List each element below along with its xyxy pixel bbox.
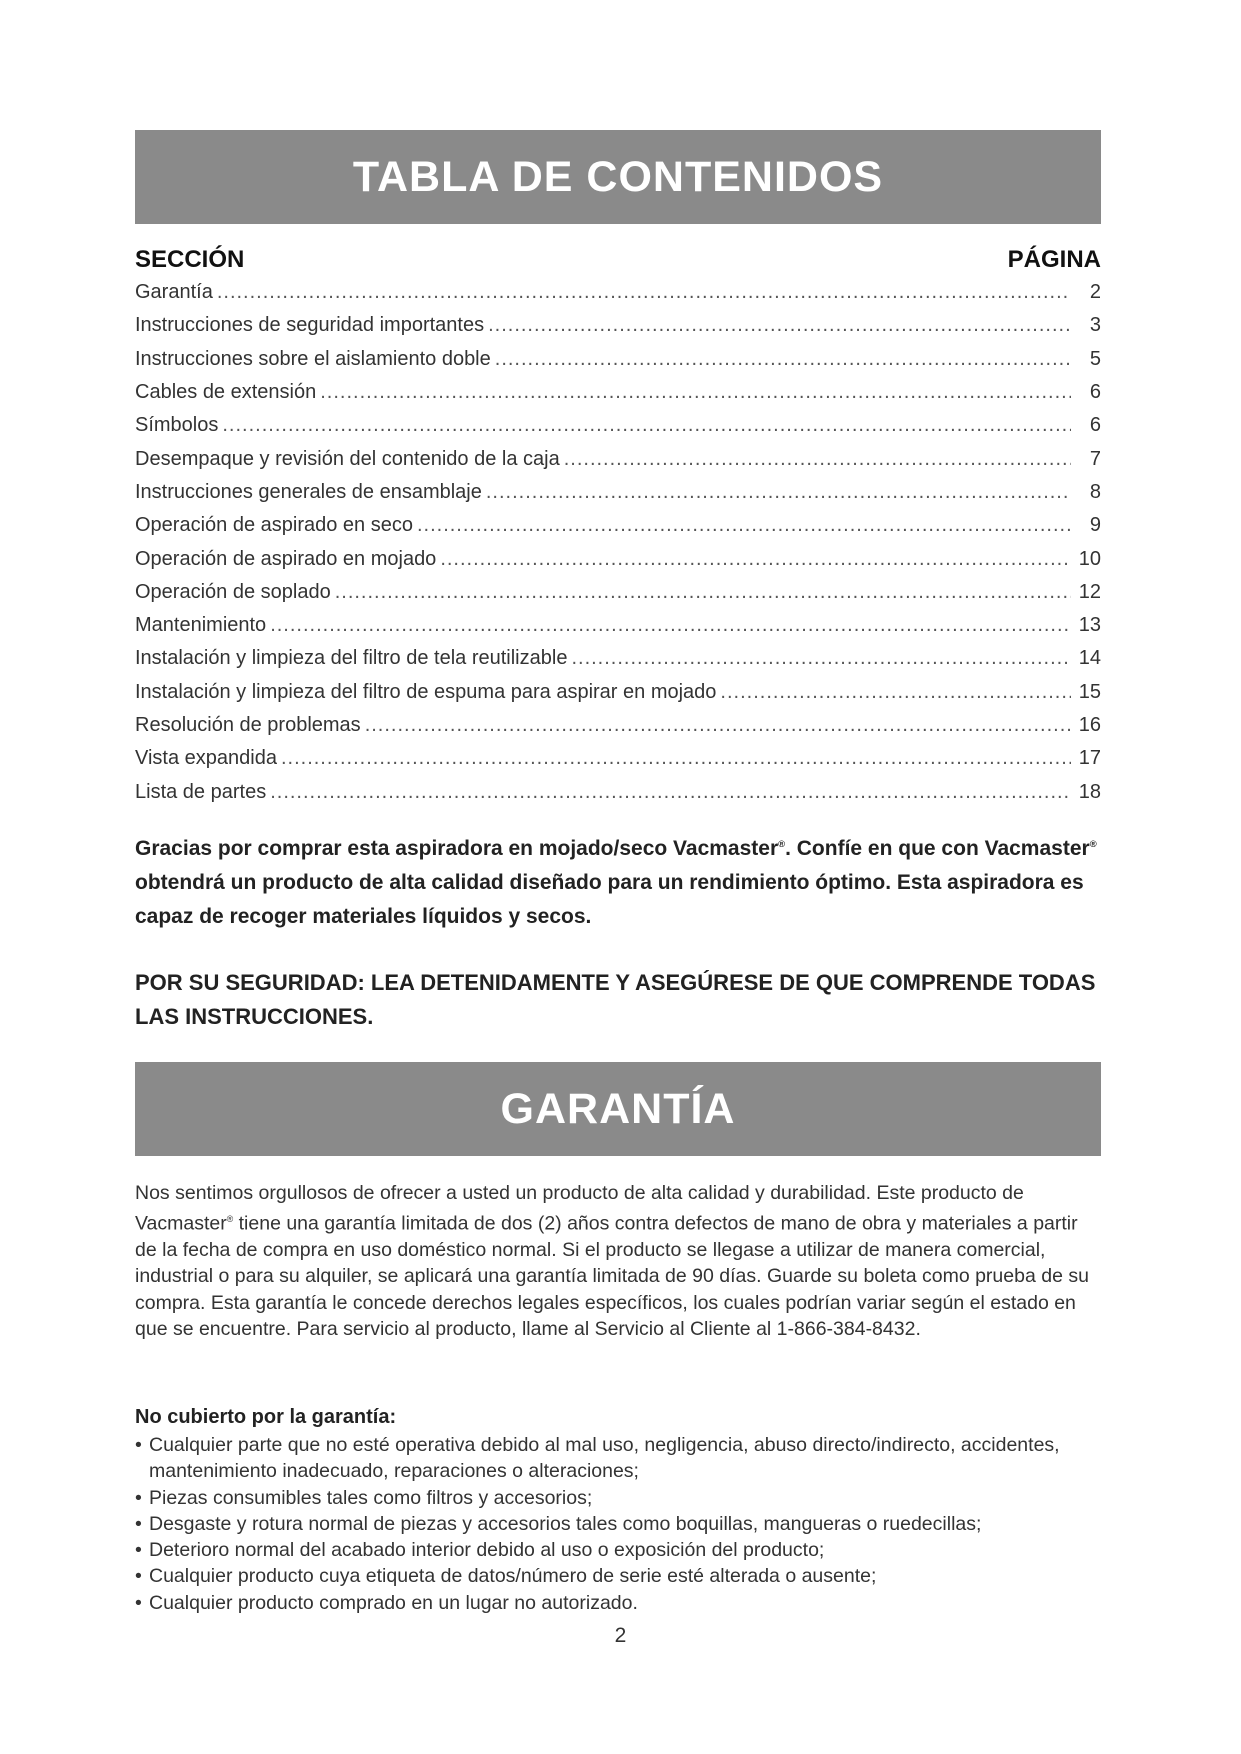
- list-item: • Desgaste y rotura normal de piezas y accesorios tales como boquillas, mangueras o ruedecillas;: [135, 1511, 1115, 1537]
- page-number: 2: [614, 1624, 627, 1647]
- list-item: • Deterioro normal del acabado interior debido al uso o exposición del producto;: [135, 1537, 1115, 1563]
- toc-entry-title: Resolución de problemas: [135, 714, 361, 736]
- toc-entry-page: 6: [1089, 381, 1101, 404]
- warranty-paragraph: Nos sentimos orgullosos de ofrecer a usted un producto de alta calidad y durabilidad. Este producto de Vacmaster® tiene una garantía limitada de dos (2) años contra defectos de mano de obra y materiales a partir de la fecha de compra en uso doméstico normal. Si el producto se llegase a utilizar de manera comercial, industrial o para su alquiler, se aplicará una garantía limitada de 90 días. Guarde su boleta como prueba de su compra. Esta garantía le concede derechos legales específicos, los cuales podrían variar según el estado en que se encuentre. Para servicio al producto, llame al Servicio al Cliente al 1-866-384-8432.: [135, 1182, 1089, 1340]
- toc-entry-page: 13: [1078, 614, 1101, 637]
- warranty-title: GARANTÍA: [500, 1084, 736, 1133]
- intro-paragraph: Gracias por comprar esta aspiradora en mojado/seco Vacmaster®. Confíe en que con Vacmaster® obtendrá un producto de alta calidad diseñado para un rendimiento óptimo. Esta aspiradora es capaz de recoger materiales líquidos y secos.: [135, 837, 1097, 928]
- list-item: • Piezas consumibles tales como filtros y accesorios;: [135, 1485, 1115, 1511]
- toc-entry-title: Desempaque y revisión del contenido de la caja: [135, 447, 560, 470]
- toc-entry-title: Cables de extensión: [135, 381, 317, 404]
- not-covered-title: No cubierto por la garantía:: [135, 1406, 397, 1428]
- safety-notice: POR SU SEGURIDAD: LEA DETENIDAMENTE Y ASEGÚRESE DE QUE COMPRENDE TODAS LAS INSTRUCCIONES.: [135, 970, 1096, 1029]
- toc-entry-page: 3: [1089, 314, 1101, 337]
- toc-banner: [135, 130, 1101, 224]
- toc-entry: [135, 709, 1101, 742]
- toc-entry: [135, 775, 1101, 808]
- toc-entry-title: Garantía: [135, 281, 213, 304]
- registered-mark: ®: [778, 839, 786, 850]
- toc-entry: [135, 509, 1101, 542]
- toc-entry-title: Instalación y limpieza del filtro de tela reutilizable: [135, 647, 568, 670]
- toc-entry-page: 7: [1089, 447, 1101, 470]
- toc-entry-title: Mantenimiento: [135, 614, 267, 637]
- toc-entry-page: 5: [1089, 347, 1101, 370]
- toc-entry-page: 15: [1078, 680, 1101, 703]
- toc-entry-page: 12: [1078, 580, 1101, 603]
- toc-title: TABLA DE CONTENIDOS: [352, 152, 884, 201]
- toc-entry: [135, 476, 1101, 509]
- toc-header-row: [135, 246, 1101, 276]
- toc-entry-title: Instrucciones de seguridad importantes: [135, 314, 485, 337]
- list-item: • Cualquier producto cuya etiqueta de datos/número de serie esté alterada o ausente;: [135, 1563, 1115, 1589]
- toc-entry-title: Símbolos: [135, 414, 219, 437]
- list-item: • Cualquier parte que no esté operativa debido al mal uso, negligencia, abuso directo/indirecto, accidentes, mantenimiento inadecuado, reparaciones o alteraciones;: [135, 1432, 1115, 1485]
- toc-entry-title: Instrucciones sobre el aislamiento doble: [135, 347, 491, 370]
- toc-entry-title: Operación de aspirado en seco: [135, 514, 413, 537]
- section-column-header: SECCIÓN: [135, 246, 245, 273]
- toc-entry-title: Instalación y limpieza del filtro de espuma para aspirar en mojado: [135, 680, 717, 703]
- toc-entry-page: 16: [1078, 714, 1101, 736]
- toc-entry: [135, 742, 1101, 775]
- toc-entry-page: 17: [1078, 747, 1101, 770]
- toc-entry: [135, 676, 1101, 709]
- registered-mark: ®: [226, 1214, 234, 1225]
- toc-entry: [135, 542, 1101, 575]
- toc-entry-page: 18: [1078, 780, 1101, 803]
- toc-entry-title: Operación de aspirado en mojado: [135, 547, 437, 570]
- toc-entry: [135, 442, 1101, 475]
- toc-entry-title: Vista expandida: [135, 747, 277, 770]
- toc-entry: [135, 609, 1101, 642]
- toc-entry: [135, 309, 1101, 342]
- toc-entry-title: Instrucciones generales de ensamblaje: [135, 480, 482, 503]
- toc-entry: [135, 642, 1101, 675]
- not-covered-list: [135, 1432, 1115, 1616]
- toc-entry: [135, 409, 1101, 442]
- toc-entry: [135, 376, 1101, 409]
- toc-entry-title: Lista de partes: [135, 780, 267, 803]
- page-column-header: PÁGINA: [1007, 246, 1101, 273]
- toc-entry-page: 6: [1089, 414, 1101, 437]
- toc-entry-page: 14: [1078, 647, 1101, 670]
- registered-mark: ®: [1089, 839, 1097, 850]
- toc-entry: [135, 343, 1101, 376]
- list-item: • Cualquier producto comprado en un lugar no autorizado.: [135, 1590, 1115, 1616]
- warranty-banner: [135, 1062, 1101, 1156]
- toc-entry-title: Operación de soplado: [135, 580, 331, 603]
- toc-entry: [135, 576, 1101, 609]
- toc-entry-page: 2: [1089, 281, 1101, 304]
- toc-entry: [135, 276, 1101, 309]
- toc-list: [135, 276, 1101, 809]
- toc-entry-page: 8: [1089, 480, 1101, 503]
- toc-entry-page: 10: [1078, 547, 1101, 570]
- toc-entry-page: 9: [1089, 514, 1101, 537]
